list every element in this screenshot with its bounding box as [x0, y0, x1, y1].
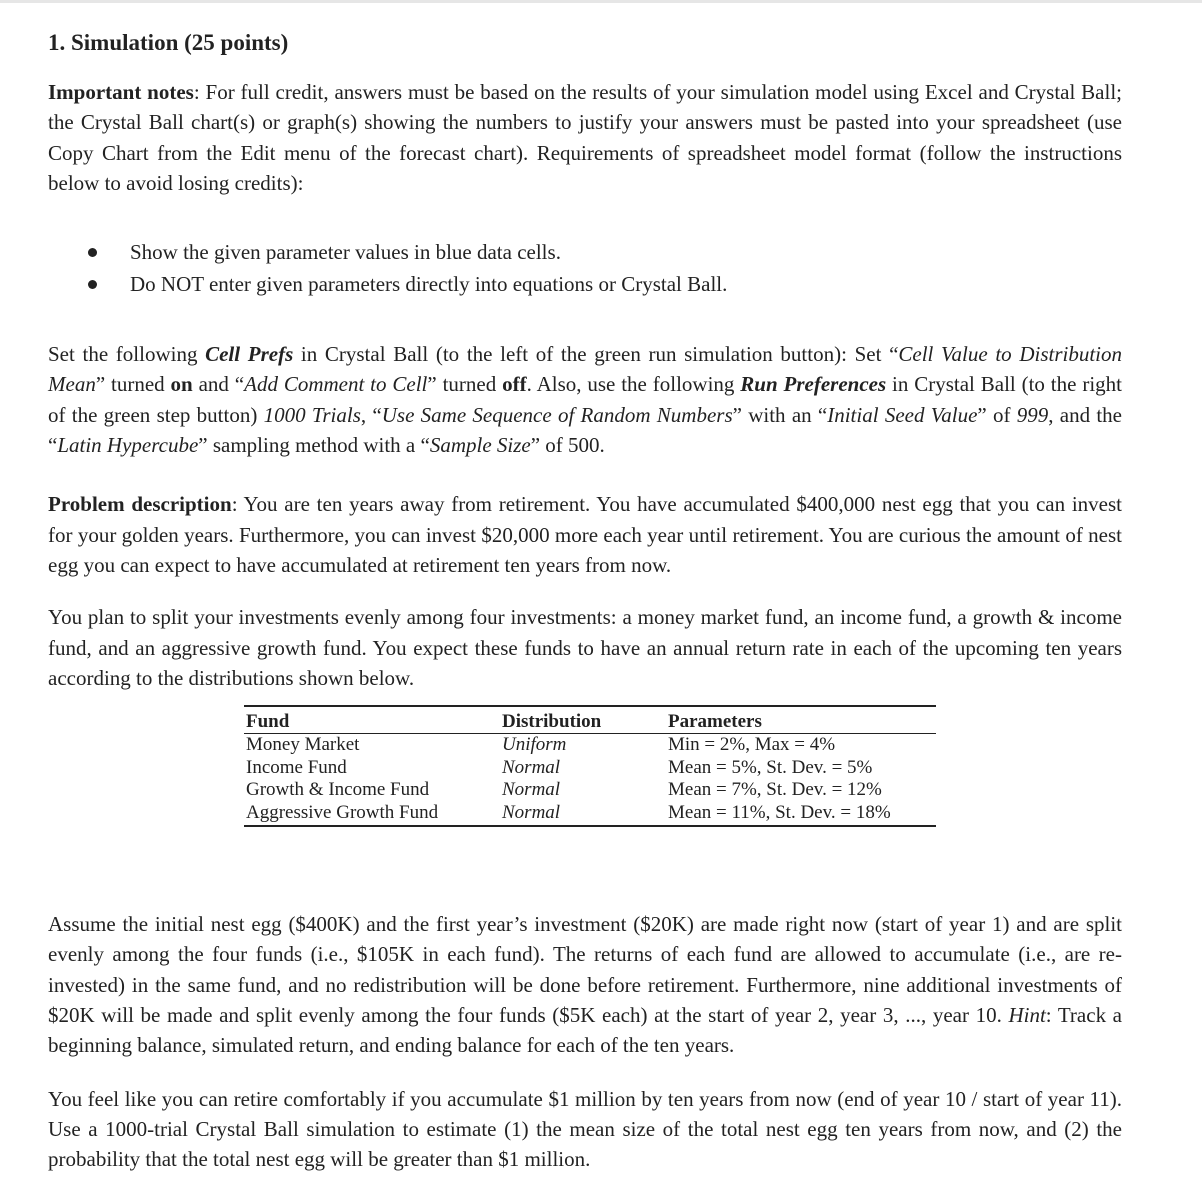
important-notes-label: Important notes [48, 80, 194, 104]
top-border [0, 0, 1202, 3]
distribution-cell: Uniform [502, 734, 567, 755]
table-row [244, 734, 936, 757]
add-comment-option: Add Comment to Cell [244, 372, 428, 397]
distribution-cell: Normal [502, 801, 561, 823]
seed-option: Initial Seed Value [827, 402, 978, 427]
text-run: , and the “ [48, 402, 1122, 458]
header-distribution: Distribution [500, 706, 666, 734]
parameters-cell: Mean = 11%, St. Dev. = 18% [668, 801, 891, 823]
requirements-list [48, 236, 1122, 300]
distribution-cell: Normal [502, 756, 561, 778]
header-fund: Fund [244, 706, 500, 734]
problem-text: : You are ten years away from retirement. You have accumulated $400,000 nest egg that you can invest for your golden years. Furthermore, you can invest $20,000 more each year until retirement. You are curious the amount of nest egg you can expect to have accumulated at retirement ten years from now. [48, 492, 1122, 577]
seed-value: 999 [1016, 402, 1049, 427]
cell-value-option: Cell Value to Distribution Mean [48, 342, 1123, 397]
bullet-icon [88, 248, 97, 257]
text-run: ” turned [427, 372, 503, 397]
text-run: Set the following [48, 342, 206, 367]
distribution-cell: Normal [502, 779, 561, 800]
assumption-text: Assume the initial nest egg ($400K) and the first year’s investment ($20K) are made right now (start of year 1) and are split evenly among the four funds (i.e., $105K in each fund). The returns of each fund are allowed to accumulate (i.e., are re-invested) in the same fund, and no redistribution will be done before retirement. Furthermore, nine additional investments of $20K will be made and split evenly among the four funds ($5K each) at the start of year 2, year 3, ..., year 10. [48, 912, 1122, 1028]
fund-cell: Money Market [246, 734, 360, 755]
latin-hypercube-option: Latin Hypercube [57, 433, 199, 458]
list-item-text: Show the given parameter values in blue data cells. [130, 240, 561, 265]
text-run: in Crystal Ball (to the right of the green step button) [48, 372, 1122, 427]
cell-prefs-term: Cell Prefs [205, 342, 294, 367]
text-run: and “ [192, 372, 245, 397]
hint-label: Hint [1008, 1003, 1046, 1028]
text-run: . Also, use the following [526, 372, 741, 397]
text-run: ” with an “ [732, 402, 828, 427]
fund-cell: Growth & Income Fund [246, 779, 430, 800]
text-run: ” of [977, 402, 1017, 427]
on-term: on [170, 372, 193, 397]
table-header-row [244, 706, 936, 734]
table-row [244, 757, 936, 780]
text-run: ” turned [95, 372, 171, 397]
text-run: in Crystal Ball (to the left of the green run simulation button): Set “ [293, 342, 899, 367]
run-prefs-term: Run Preferences [740, 372, 887, 397]
assumption-paragraph [48, 909, 1122, 1060]
fund-distribution-table [244, 705, 936, 827]
text-run: , “ [360, 402, 382, 427]
off-term: off [502, 372, 527, 397]
problem-description [48, 489, 1122, 580]
hint-text: : Track a beginning balance, simulated return, and ending balance for each of the ten years. [48, 1003, 1123, 1058]
retirement-paragraph: You feel like you can retire comfortably if you accumulate $1 million by ten years from now (end of year 10 / start of year 11). Use a 1000-trial Crystal Ball simulation to estimate (1) the mean size of the total nest egg ten years from now, and (2) the probability that the total nest egg will be greater than $1 million. [48, 1086, 1122, 1172]
text-run: ” sampling method with a “ [198, 433, 430, 458]
bullet-icon [88, 280, 97, 289]
plan-paragraph: You plan to split your investments evenly among four investments: a money market fund, an income fund, a growth & income fund, and an aggressive growth fund. You expect these funds to have an annual return rate in each of the upcoming ten years according to the distributions shown below. [48, 605, 1122, 690]
important-notes [48, 77, 1122, 198]
trials-value: 1000 Trials [263, 402, 361, 427]
list-item [48, 236, 1122, 268]
list-item [48, 268, 1122, 300]
fund-cell: Aggressive Growth Fund [246, 801, 439, 823]
list-item-text: Do NOT enter given parameters directly into equations or Crystal Ball. [130, 272, 728, 297]
table-row [244, 779, 936, 802]
important-notes-text: : For full credit, answers must be based on the results of your simulation model using Excel and Crystal Ball; the Crystal Ball chart(s) or graph(s) showing the numbers to justify your answers must be pasted into your spreadsheet (use Copy Chart from the Edit menu of the forecast chart). Requirements of spreadsheet model format (follow the instructions below to avoid losing credits): [48, 80, 1122, 195]
problem-label: Problem description [48, 492, 232, 517]
sample-size-option: Sample Size [429, 433, 531, 458]
parameters-cell: Mean = 7%, St. Dev. = 12% [668, 779, 882, 800]
document-page [48, 20, 1122, 1175]
section-title: 1. Simulation (25 points) [48, 30, 289, 55]
text-run: ” of 500. [530, 433, 605, 458]
preferences-paragraph [48, 339, 1122, 460]
same-sequence-option: Use Same Sequence of Random Numbers [381, 402, 733, 427]
parameters-cell: Mean = 5%, St. Dev. = 5% [668, 756, 873, 778]
table-row [244, 802, 936, 827]
header-parameters: Parameters [666, 706, 936, 734]
fund-cell: Income Fund [246, 756, 347, 778]
parameters-cell: Min = 2%, Max = 4% [668, 734, 836, 755]
